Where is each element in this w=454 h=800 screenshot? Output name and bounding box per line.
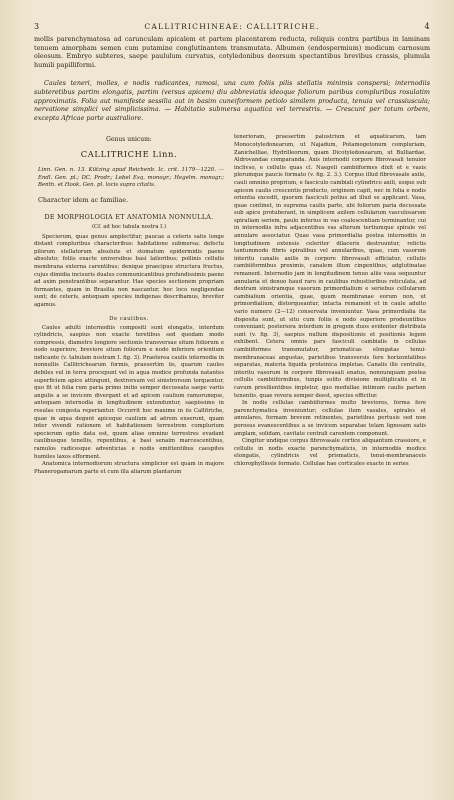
genus-name: CALLITRICHE Linn. [80, 149, 178, 160]
genus-references: Linn. Gen. n. 13. Kützing apud Reichenb. Ic. crit. 1179—1220. — Endl. Gen. pl.; DC. Prodr.; Lebel Esq. monogr.; Hegelm. monogr.; Benth. et Hook. Gen. pl. locis supra citatis. [38, 167, 224, 189]
section-heading: DE MORPHOLOGIA ET ANATOMIA NONNULLA. [44, 213, 214, 221]
section-subheading: (Cf. ad hoc tabula nostra I.) [91, 223, 167, 230]
intro-paragraph-2: Caules teneri, molles, e nodis radicantes, ramosi, una cum foliis pilis stellatis minimis conspersi; internodiis subteretibus partim elongatis, partim (versus apicem) diu abbreviatis ideoque foliorum paribus compluribus rosulatim approximatis. Folia aut manifeste sessilia aut in basim cuneiformem petiolo similem producta, tenuia vel crassiuscula; nervatione simplici vel simplicissima. — Habitatio submersa aquatica vel terrestris. — Crescunt per totum orbem, excepta Africae parte australiore. [34, 79, 430, 122]
character-note: Character idem ac familiae. [38, 195, 129, 204]
page-number-left: 3 [34, 22, 40, 31]
two-column-body [34, 134, 430, 476]
left-column [34, 134, 224, 476]
page-number-right: 4 [424, 22, 430, 31]
subsection-heading-caulibus: De caulibus. [109, 315, 149, 322]
paragraph-caules: Caules adulti internodiis compositi sunt elongatis, interdum cylindricis, saepius non exacte teretibus sed quodam modo compressis, diametro longiore sectionis transversae situm foliorum e nodo superiore, breviore situm foliorum e nodo inferiore orientium indicante (v. tabulam nostram I. fig. 3). Praeterea caulis internodia in nonnullis Callitrichearum formis, praesertim iis, quarum caules debiles vel in terra procepunt vel in aqua modice profunda natantes superficiem apice attingunt, dextrorsum vel sinistrorsum torquentur, quo fit ut folia rum paria primo initio semper decussata saepe variis angulis a se invicem divergant et ad apicem caulium ramorumque, antequam internodia in longitudinem extenduntur, saepissime in rosulas congesta reperiantur. Occurrit hoc maxime in iis Callitriche, quae in aqua degunt apiceque caulium ad aërem exserunt, quam inter vivendi rationem et habitationem terrestrem complurium specierum optio data est, quum aliae omnino terrestres evadant caulibusque tenellis, repentibus, a basi senaim marcescentibus, ramulos radicesque adventicias e nodis emittentibus caespites humiles laxos efforment. [34, 324, 224, 460]
paragraph-anatomica: Anatomica internodiorum structura simplicior est quam in majore Phanerogamarum parte et cum illa aliarum plantarum [34, 461, 224, 475]
genus-unicus-label: Genus unicum: [106, 136, 152, 144]
paragraph-cingitur: Cingitur undique corpus fibrovasale cortice aliquantum crassiore, e cellulis in nodis exacte parenchymaticis, in internodiis modice elongatis, cylindricis vel prismaticis, tenui-membranaceis chlorophylliosis formato. Cellulae hae corticales exacte in series [234, 438, 426, 467]
running-header [34, 22, 430, 31]
paragraph-continued: tenerioram, praesertim palustrium et aquaticarum, tam Monocotyledonearum, ut Najadum, Potamogetonum compluriam, Zanichelliae, Hydrilleorum, quam Dicotyledonearum, ut Bulliardae, Aldrovandae comparanda. Axis internodii corpore fibrovasali tenuior inclivso, e cellulis quas cl. Naegeli cambiiformes dixit et e vasis plerumque paucis formato (v. fig. 2. 3.). Corpus illud fibrovasale axile, cauli omnino proprium, e fasciculo cambiali cylindrico axili, usque sub apicem caulis crescentis producto, originem capit, nec in folia e nodis orientia excedit, quorum fasciculi potius ad illud se applicant. Vasa, quae continet, in suprema caulis parte, ubi foliorum paria decussata sub apice protuberant, in simplicem axilem cellularum vasculosarum spiraliam seriem, paulo inferius in vas coalescentiam terminantur, cui in internodiis infra adjacentibus vas alterum tertiumque spirale vel annulare associatur. Quae vasa primordialia postea internodiis in longitudinem extensis celeriter dilaceris destruuntur, relictis tantummodo fibris spiralibus vel annularibus, quae, cum vasorum interitu canalis axilis in corpore fibrovasali efficiatur, cellulis cambiiformibus proximis, canalem illum cingentibus, adglutinatae remanent. Internodio jam in longitudinem tenuo aliis vasa sequuntur annularia et denuo haud raro in caulibus robustioribus reticulata, ad dextram sinistramque vasorum primordialium e seriebus cellularum cambialium orientia, quae, quum membranae eorum non, ut primordialium, distorqueantur, intacta remanent et in caule adulto vario numero (2—12) conservata inveniuntur. Vasa primordialia ita disposita sunt, ut situ cum foliis e nodo superiore prodeuntibus conveniant; posteriora interdum in gregem duos evidenter distributa sunt (v. fig. 3), saepius nullum dispositionis et positionis legem exhibent. Cetera omnis pars fasciculi cambialis in cellulas cambiiformes transmutatur, prismaticas elongatas tenui-membranaceas angustas, parietibus transversis fere horizontalibus separatas, materia liquida proteinica impletas. Canalis ille centralis, interitu vasorum in corpore fibrovasali enatus, nonnunquam postea cellulis cambiiformibus, tunpis solito divisione multiplicatis et in cavum prosilientibus impletur, quo medullae intimum caulis partem tenentis, quae revera semper deest, species efficitur. [234, 134, 426, 399]
right-column [234, 134, 426, 476]
paragraph-species: Specierum, quas genus amplectitur, paucae a ceteris satis longe distant compluribus characteribus: habitatione submersa; defectu pilorum stellatorum absolute et stomatum epidermidis paene absoluto; foliis exacte universibus basi latioribus; pollinis cellulis membrana externa carentibus; denique praecipue structura fructus, cujus dimidia incisuris dualus communicantibus profundissimis paene ad axim penetrantibus separantur. Hae species sectionem propriam formantes, quam in Brasilia non nascantur, hoc loco negligendae sunt; de ceteris, antequam species indigenas describamus, breviter agamus. [34, 233, 224, 308]
running-title: CALLITRICHINEAE: CALLITRICHE. [144, 22, 320, 31]
intro-paragraph-1: mollis parenchymatosa ad carunculam apicalem et partem placentarem reducta, reliquis contra partibus in laminam tenuem amorpham semen cum putamine conglutinantem transmutata. Albumen (endospermium) modicum carnosum oleosum. Embryo subteres, saepe paululum curvatus, cotyledonibus deorsum spectantibus brevibus crassis, plumula humili papilliformi. [34, 35, 430, 69]
paragraph-nodis: In nodis cellulae cambiiformes multo breviores, forma fere parenchymatica inveniuntur; cellulae item vasales, spirales et annulares, formam brevem retinentes, parietibus pertusis sed non porosus evanescentibus a se invicem separatae telam lignosam satis amplam, solidam, cavitate centrali carentem componunt. [234, 400, 426, 437]
